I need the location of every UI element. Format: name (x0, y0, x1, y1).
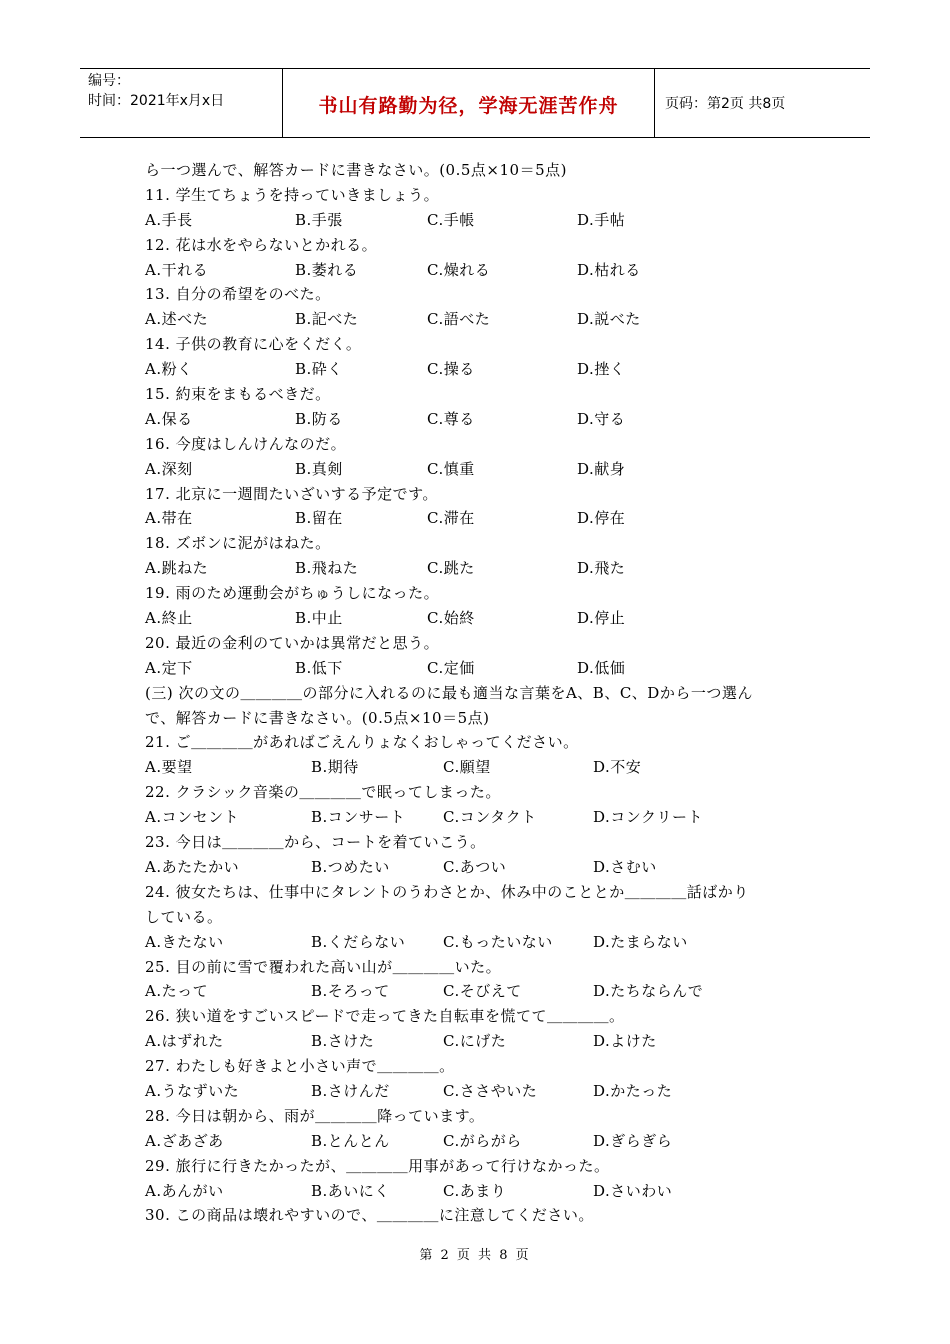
answer-option: C.尊る (427, 409, 475, 428)
answer-option: D.説べた (577, 310, 641, 329)
answer-options-row (145, 606, 810, 631)
answer-option: D.手帖 (577, 210, 626, 229)
answer-option: B.砕く (295, 360, 343, 379)
answer-option: C.もったいない (443, 932, 553, 951)
answer-option: D.停在 (577, 509, 626, 528)
answer-options-row (145, 1179, 810, 1204)
question-text: 27. わたしも好きよと小さい声で＿＿＿＿。 (145, 1057, 455, 1076)
answer-option: A.深刻 (145, 459, 193, 478)
answer-option: D.たまらない (593, 932, 688, 951)
answer-options-row (145, 1129, 810, 1154)
answer-option: B.手張 (295, 210, 343, 229)
answer-option: C.にげた (443, 1032, 507, 1051)
answer-options-row (145, 805, 810, 830)
page-label: 页码：第2页 共8页 (665, 96, 786, 112)
answer-option: C.手帳 (427, 210, 475, 229)
header-motto-cell (283, 69, 655, 137)
answer-option: A.あたたかい (145, 857, 240, 876)
question-text: 20. 最近の金利のていかは異常だと思う。 (145, 633, 440, 652)
question-text: 25. 目の前に雪で覆われた高い山が＿＿＿＿いた。 (145, 957, 502, 976)
question-text: 26. 狭い道をすごいスピードで走ってきた自転車を慌てて＿＿＿＿。 (145, 1007, 625, 1026)
question-text: 18. ズボンに泥がはねた。 (145, 534, 331, 553)
answer-option: C.滞在 (427, 509, 475, 528)
answer-options-row (145, 979, 810, 1004)
answer-option: D.守る (577, 409, 626, 428)
answer-option: B.低下 (295, 658, 343, 677)
question-text: 19. 雨のため運動会がちゅうしになった。 (145, 584, 440, 603)
answer-option: B.記べた (295, 310, 359, 329)
answer-option: B.そろって (311, 982, 390, 1001)
answer-options-row (145, 357, 810, 382)
answer-option: C.願望 (443, 758, 491, 777)
question-text: 21. ご＿＿＿＿があればごえんりょなくおしゃってください。 (145, 733, 579, 752)
motto-text: 书山有路勤为径，学海无涯苦作舟 (318, 95, 619, 117)
answer-option: A.たって (145, 982, 209, 1001)
answer-option: B.飛ねた (295, 559, 359, 578)
answer-option: D.挫く (577, 360, 626, 379)
answer-option: D.よけた (593, 1032, 657, 1051)
answer-options-row (145, 855, 810, 880)
intro-line: ら一つ選んで、解答カードに書きなさい。(0.5点×10＝5点) (145, 161, 567, 179)
answer-option: D.さいわい (593, 1181, 673, 1200)
question-text: 16. 今度はしんけんなのだ。 (145, 434, 347, 453)
answer-option: C.ささやいた (443, 1081, 538, 1100)
answer-option: A.跳ねた (145, 559, 209, 578)
answer-option: A.要望 (145, 758, 193, 777)
question-text: 23. 今日は＿＿＿＿から、コートを着ていこう。 (145, 833, 486, 852)
date-label: 时间：2021年x月x日 (88, 93, 225, 109)
answer-option: D.不安 (593, 758, 642, 777)
answer-options-row (145, 208, 810, 233)
answer-option: D.さむい (593, 857, 657, 876)
section3-heading-line2: で、解答カードに書きなさい。(0.5点×10＝5点) (145, 708, 490, 727)
question-30: 30. この商品は壊れやすいので、＿＿＿＿に注意してください。 (145, 1206, 594, 1225)
answer-option: D.たちならんで (593, 982, 704, 1001)
question-text: 11. 学生てちょうを持っていきましょう。 (145, 185, 440, 204)
answer-option: B.くだらない (311, 932, 406, 951)
answer-option: C.燥れる (427, 260, 491, 279)
question-text: 14. 子供の教育に心をくだく。 (145, 335, 362, 354)
answer-options-row (145, 407, 810, 432)
answer-option: A.はずれた (145, 1032, 224, 1051)
question-text: 22. クラシック音楽の＿＿＿＿で眠ってしまった。 (145, 783, 501, 802)
answer-option: D.飛た (577, 559, 626, 578)
answer-option: D.かたった (593, 1081, 673, 1100)
answer-option: C.定価 (427, 658, 475, 677)
question-text: 17. 北京に一週間たいざいする予定です。 (145, 484, 438, 503)
answer-option: A.定下 (145, 658, 193, 677)
answer-option: B.萎れる (295, 260, 359, 279)
question-text: 24. 彼女たちは、仕事中にタレントのうわさとか、休み中のこととか＿＿＿＿話ばかり (145, 882, 749, 901)
page-footer: 第 2 页 共 8 页 (419, 1248, 531, 1263)
question-group-3 (145, 730, 810, 1203)
code-label: 编号： (88, 73, 130, 89)
answer-option: A.コンセント (145, 808, 240, 827)
answer-options-row (145, 755, 810, 780)
answer-option: C.始終 (427, 609, 475, 628)
answer-options-row (145, 457, 810, 482)
answer-option: B.真剣 (295, 459, 343, 478)
answer-options-row (145, 1079, 810, 1104)
question-group-2 (145, 183, 810, 681)
answer-options-row (145, 1029, 810, 1054)
section3-heading-line1: (三) 次の文の＿＿＿＿の部分に入れるのに最も適当な言葉をA、B、C、Dから一つ選ん (145, 683, 753, 702)
answer-option: D.枯れる (577, 260, 641, 279)
answer-option: D.低価 (577, 658, 626, 677)
answer-option: D.停止 (577, 609, 626, 628)
answer-option: B.留在 (295, 509, 343, 528)
answer-option: A.干れる (145, 260, 209, 279)
answer-option: A.保る (145, 409, 193, 428)
answer-option: B.あいにく (311, 1181, 390, 1200)
answer-option: B.とんとん (311, 1131, 390, 1150)
answer-option: A.あんがい (145, 1181, 224, 1200)
answer-options-row (145, 258, 810, 283)
answer-option: C.語べた (427, 310, 491, 329)
answer-option: B.中止 (295, 609, 343, 628)
question-text: 29. 旅行に行きたかったが、＿＿＿＿用事があって行けなかった。 (145, 1156, 610, 1175)
header-page-cell (655, 69, 870, 137)
question-text: 12. 花は水をやらないとかれる。 (145, 235, 378, 254)
answer-options-row (145, 307, 810, 332)
answer-option: B.さけた (311, 1032, 375, 1051)
answer-option: C.あまり (443, 1181, 507, 1200)
header-info-cell (80, 69, 283, 137)
question-text: 28. 今日は朝から、雨が＿＿＿＿降っています。 (145, 1106, 485, 1125)
answer-option: B.防る (295, 409, 343, 428)
answer-options-row (145, 930, 810, 955)
answer-option: C.そびえて (443, 982, 522, 1001)
answer-option: B.さけんだ (311, 1081, 390, 1100)
answer-option: C.跳た (427, 559, 475, 578)
answer-option: A.ざあざあ (145, 1131, 224, 1150)
answer-option: A.きたない (145, 932, 224, 951)
answer-option: B.つめたい (311, 857, 390, 876)
answer-option: B.コンサート (311, 808, 406, 827)
exam-content (145, 158, 810, 1228)
answer-option: A.手長 (145, 210, 193, 229)
question-text: 15. 約束をまもるべきだ。 (145, 385, 331, 404)
answer-option: C.慎重 (427, 459, 475, 478)
answer-option: A.帯在 (145, 509, 193, 528)
question-text-continued: している。 (145, 907, 223, 926)
answer-option: C.あつい (443, 857, 507, 876)
answer-option: C.がらがら (443, 1131, 522, 1150)
answer-option: A.述べた (145, 310, 209, 329)
answer-option: C.コンタクト (443, 808, 537, 827)
answer-option: D.ぎらぎら (593, 1131, 673, 1150)
page-header (80, 68, 870, 138)
answer-option: C.操る (427, 360, 475, 379)
answer-options-row (145, 506, 810, 531)
answer-options-row (145, 656, 810, 681)
answer-option: B.期待 (311, 758, 359, 777)
question-text: 13. 自分の希望をのべた。 (145, 285, 331, 304)
answer-option: A.うなずいた (145, 1081, 240, 1100)
answer-options-row (145, 556, 810, 581)
answer-option: A.粉く (145, 360, 193, 379)
answer-option: A.終止 (145, 609, 193, 628)
answer-option: D.献身 (577, 459, 626, 478)
answer-option: D.コンクリート (593, 808, 703, 827)
